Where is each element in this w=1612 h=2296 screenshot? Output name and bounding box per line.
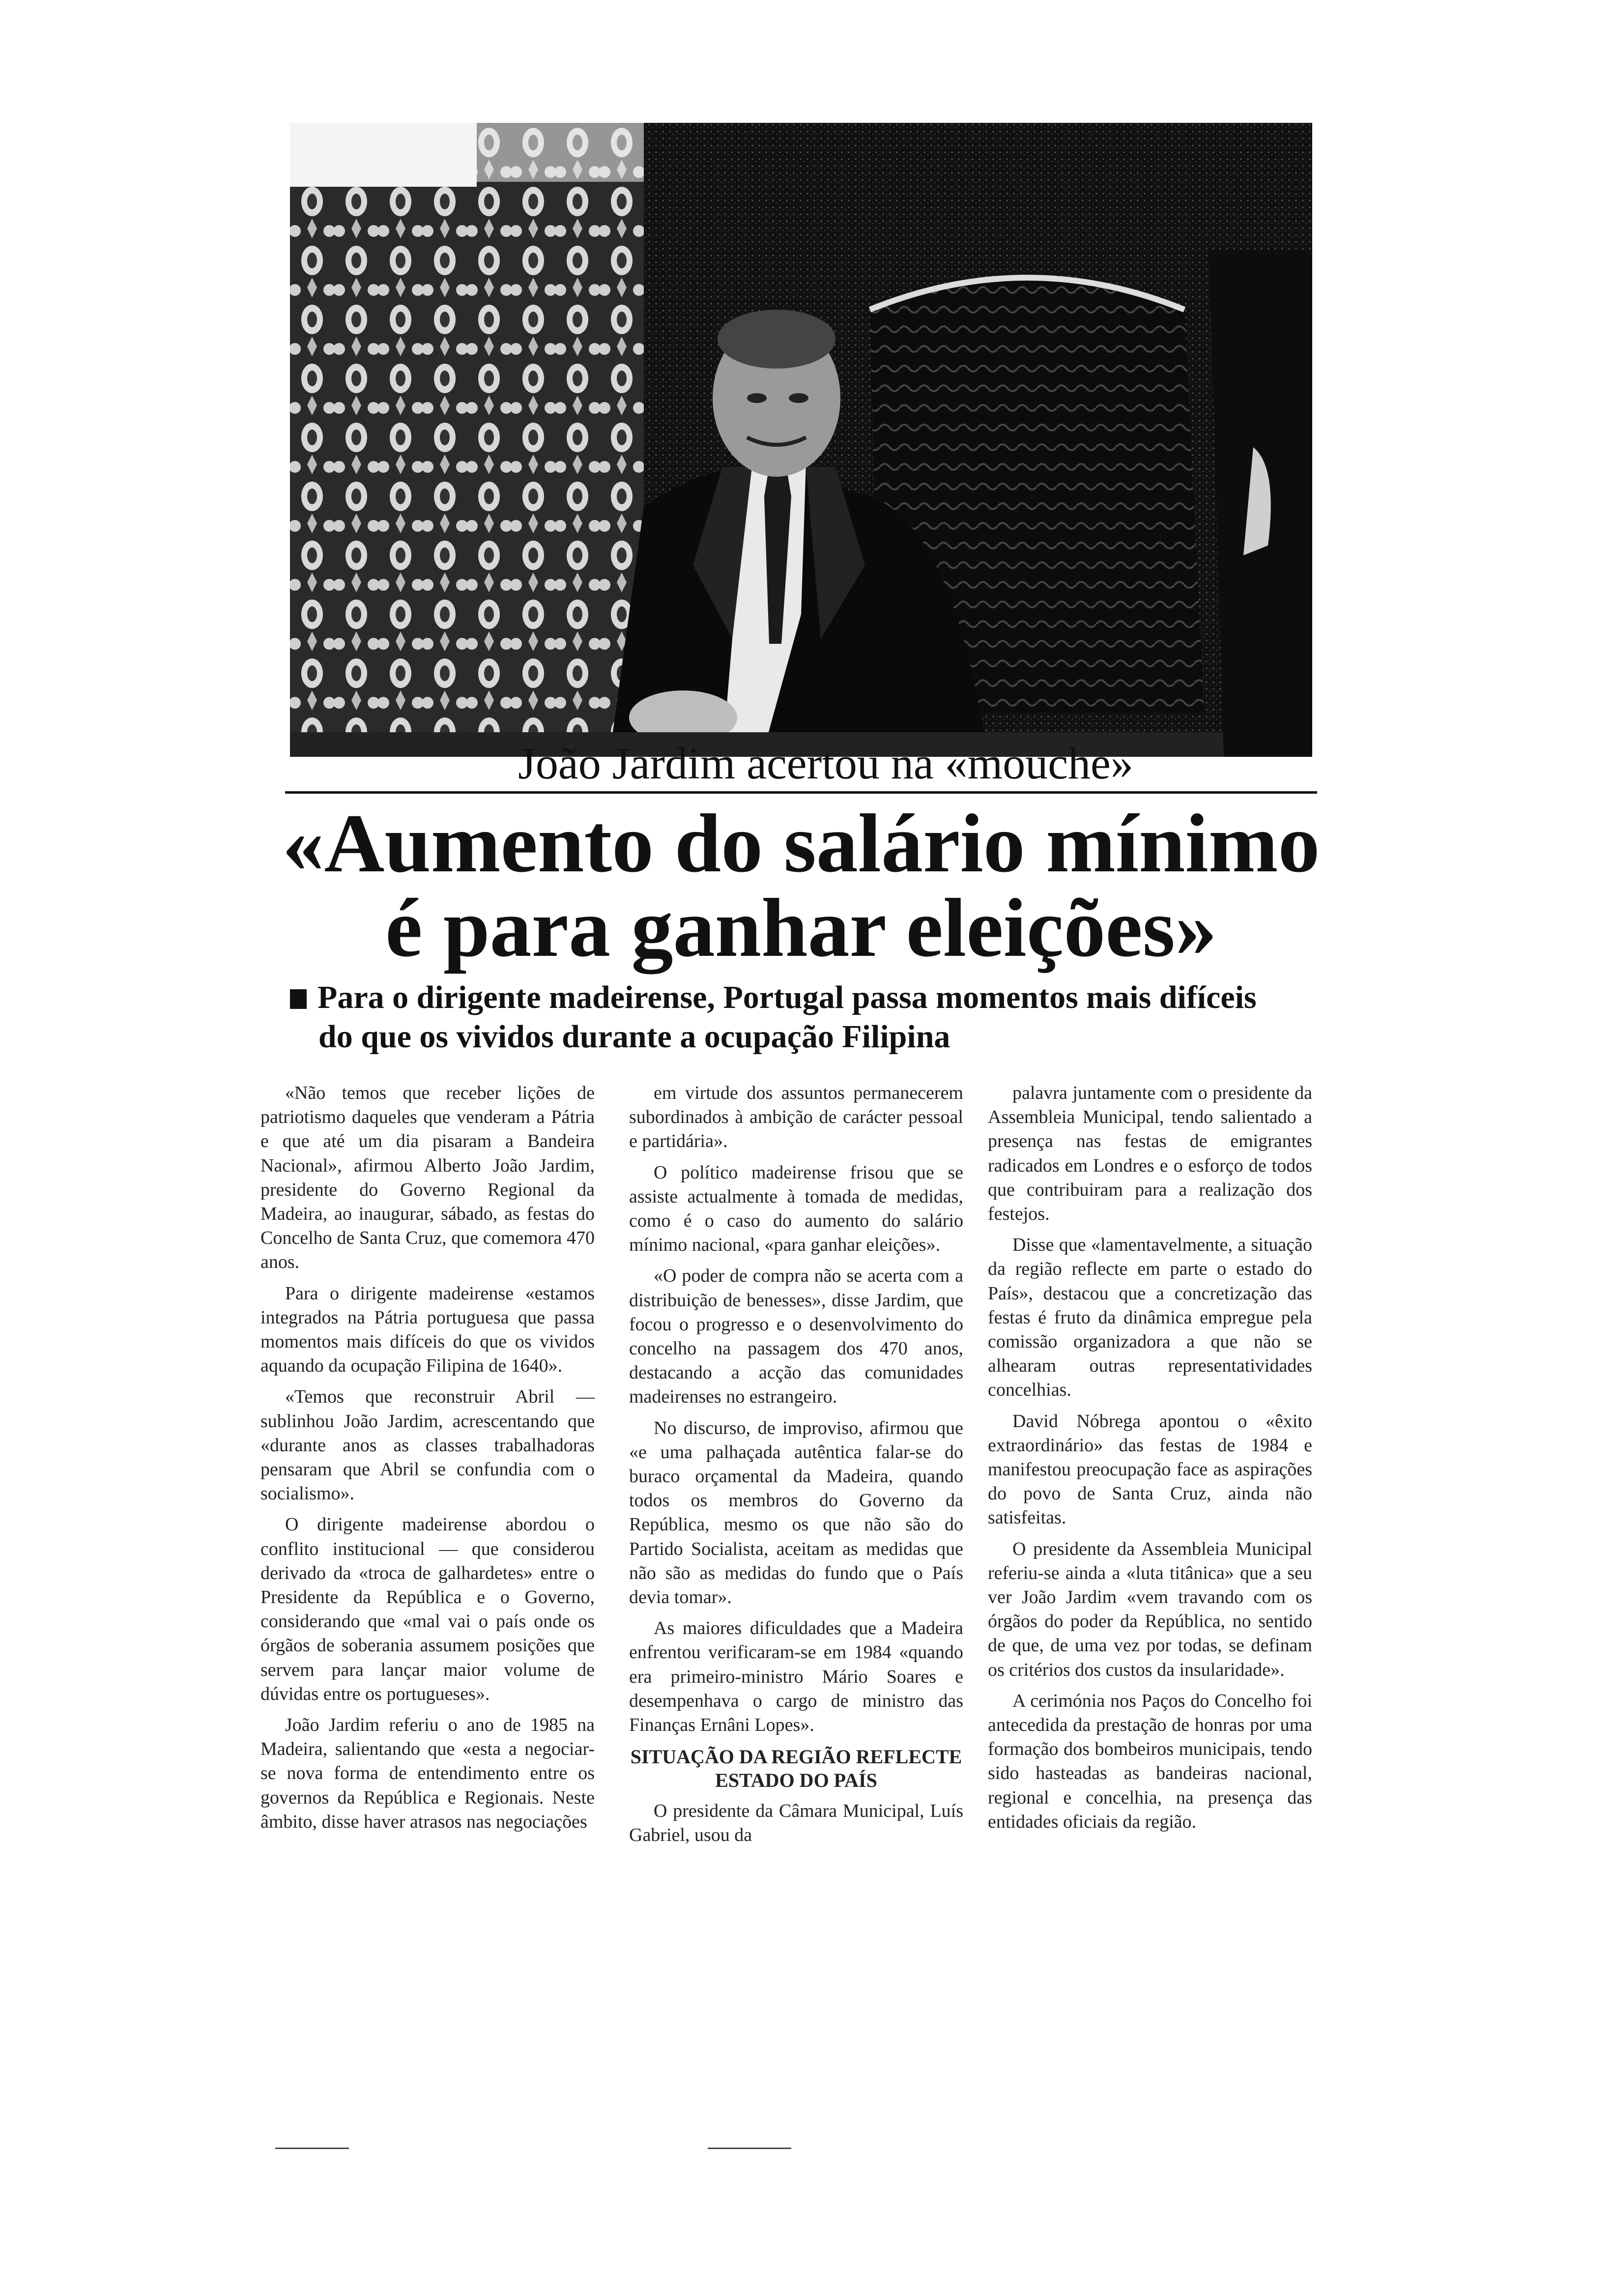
lead-line-2: do que os vividos durante a ocupação Filipina — [318, 1019, 950, 1055]
paragraph: João Jardim referiu o ano de 1985 na Madeira, salientando que «esta a negociar-se nova forma de entendimento entre os governos da República e Regionais. Neste âmbito, disse haver atrasos nas negociações — [260, 1715, 595, 1832]
headline-line-1: «Aumento do salário mínimo — [282, 797, 1320, 890]
paragraph: No discurso, de improviso, afirmou que «e uma palhaçada autêntica falar-se do buraco orçamental da Madeira, quando todos os membros do Governo da República, mesmo os que não são do Partido Socialista, aceitam as medidas que não são as medidas do fundo que o País devia tomar». — [629, 1417, 963, 1608]
article-photo — [290, 123, 1312, 757]
column-1 — [260, 1081, 595, 1834]
paragraph: Disse que «lamentavelmente, a situação da região reflecte em parte o estado do País», destacou que a concretização das festas é fruto da dinâmica empregue pela comissão organizadora a que não se alhearam outras representatividades concelhias. — [988, 1234, 1312, 1401]
paragraph: O presidente da Assembleia Municipal referiu-se ainda a «luta titânica» que a seu ver João Jardim «vem travando com os órgãos do poder da República, no sentido de que, de uma vez por todas, se definam os critérios dos custos da insularidade». — [988, 1538, 1312, 1680]
paragraph: palavra juntamente com o presidente da Assembleia Municipal, tendo salientado a presença nas festas de emigrantes radicados em Londres e o esforço de todos que contribuiram para a realização dos festejos. — [988, 1083, 1312, 1225]
paragraph: O político madeirense frisou que se assiste actualmente à tomada de medidas, como é o caso do aumento do salário mínimo nacional, «para ganhar eleições». — [629, 1162, 963, 1256]
paragraph: A cerimónia nos Paços do Concelho foi antecedida da prestação de honras por uma formação dos bombeiros municipais, tendo sido hasteadas as bandeiras nacional, regional e concelhia, na presença das entidades oficiais da região. — [988, 1690, 1312, 1832]
paragraph: «O poder de compra não se acerta com a distribuição de benesses», disse Jardim, que focou o progresso e o desenvolvimento do concelho na passagem dos 470 anos, destacando a acção das comunidades madeirenses no estrangeiro. — [629, 1265, 963, 1407]
paragraph: «Não temos que receber lições de patriotismo daqueles que venderam a Pátria e que até um dia pisaram a Bandeira Nacional», afirmou Alberto João Jardim, presidente do Governo Regional da Madeira, ao inaugurar, sábado, as festas do Concelho de Santa Cruz, que comemora 470 anos. — [260, 1083, 595, 1273]
paragraph: «Temos que reconstruir Abril — sublinhou João Jardim, acrescentando que «durante anos as classes trabalhadoras pensaram que Abril se confundia com o socialismo». — [260, 1386, 595, 1504]
square-bullet-icon — [290, 989, 307, 1009]
paragraph: O presidente da Câmara Municipal, Luís Gabriel, usou da — [629, 1801, 963, 1846]
headline-line-2: é para ganhar eleições» — [385, 882, 1217, 974]
column-end-mark — [708, 2148, 791, 2149]
lead-line-1: Para o dirigente madeirense, Portugal passa momentos mais difíceis — [317, 979, 1257, 1015]
column-end-mark — [275, 2148, 349, 2149]
column-2 — [629, 1081, 963, 1848]
paragraph: David Nóbrega apontou o «êxito extraordinário» das festas de 1984 e manifestou preocupação face as aspirações do povo de Santa Cruz, ainda não satisfeitas. — [988, 1410, 1312, 1528]
lead — [290, 978, 1322, 1057]
kicker: João Jardim acertou na «mouche» — [518, 738, 1133, 788]
section-subhead: SITUAÇÃO DA REGIÃO REFLECTE ESTADO DO PAÍS — [630, 1746, 962, 1792]
headline — [275, 797, 1327, 974]
paragraph: em virtude dos assuntos permanecerem subordinados à ambição de carácter pessoal e partidária». — [629, 1083, 963, 1152]
paragraph: Para o dirigente madeirense «estamos integrados na Pátria portuguesa que passa momentos mais difíceis do que os vividos aquando da ocupação Filipina de 1640». — [260, 1283, 595, 1377]
headline-rule — [285, 791, 1317, 794]
column-3 — [988, 1081, 1312, 1834]
paragraph: O dirigente madeirense abordou o conflito institucional — que considerou derivado da «troca de galhardetes» entre o Presidente da República e o Governo, considerando que «mal vai o país onde os órgãos de soberania assumem posições que servem para lançar maior volume de dúvidas entre os portugueses». — [260, 1514, 595, 1704]
paragraph: As maiores dificuldades que a Madeira enfrentou verificaram-se em 1984 «quando era primeiro-ministro Mário Soares e desempenhava o cargo de ministro das Finanças Ernâni Lopes». — [629, 1618, 963, 1736]
